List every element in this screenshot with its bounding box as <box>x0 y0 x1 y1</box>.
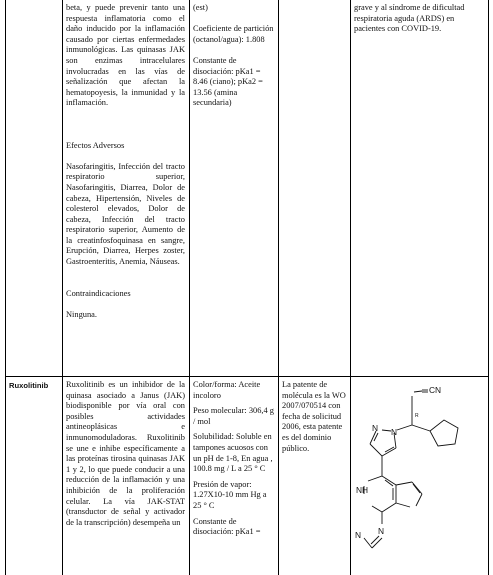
structure-label-n-pyrazole-1: N <box>391 427 398 437</box>
contraindications-text: Ninguna. <box>66 309 97 319</box>
structure-label-n-pyrimidine-2: N <box>355 530 362 540</box>
row1-last-text: grave y al síndrome de dificultad respiratoria aguda (ARDS) en pacientes con COVID-19. <box>354 3 465 34</box>
row-divider <box>5 376 489 377</box>
property-color-form: Color/forma: Aceite incoloro <box>193 380 261 400</box>
structure-label-n-pyrimidine-1: N <box>378 526 385 536</box>
structure-label-stereo: R <box>415 413 419 419</box>
structure-label-nh: NH <box>356 485 369 495</box>
drug-name-cell <box>9 381 61 395</box>
property-partition-coefficient: Coeficiente de partición (octanol/agua): 1.808 <box>193 24 274 44</box>
adverse-effects-title: Efectos Adversos <box>66 140 125 150</box>
patent-text: La patente de molécula es la WO 2007/070514 con fecha de solicitud 2006, esta patente es del dominio público. <box>282 380 346 453</box>
row1-description-cell <box>66 3 185 374</box>
row2-description-text: Ruxolitinib es un inhibidor de la quinasa asociado a Janus (JAK) biodisponible por vía oral con posibles actividades antineoplásicas e inmunomoduladoras. Ruxolitinib se une e inhibe específicamente a las proteínas tirosina quinasas JAK 1 y 2, lo que puede conducir a una reducción de la inflamación y una inhibición de la proliferación celular. La vía JAK-STAT (transductor de señal y activador de la transcripción) desempeña un <box>66 380 185 527</box>
structure-label-cn: CN <box>429 385 442 395</box>
table-border-left <box>5 0 6 575</box>
property-dissociation-constant: Constante de disociación: pKa1 = 8.46 (ciano); pKa2 = 13.56 (amina secundaria) <box>193 55 263 108</box>
row2-properties-cell <box>193 380 275 574</box>
property-vapor-pressure: Presión de vapor: 1.27X10-10 mm Hg a 25 ° C <box>193 479 267 510</box>
row2-patent-cell <box>282 380 348 500</box>
ruxolitinib-structure-image <box>352 378 487 573</box>
column-divider-1 <box>62 0 63 575</box>
row1-properties-cell <box>193 3 275 203</box>
drug-name: Ruxolitinib <box>9 381 49 390</box>
column-divider-3 <box>278 0 279 575</box>
column-divider-4 <box>350 0 351 575</box>
structure-label-n-pyrazole-2: N <box>372 423 379 433</box>
row1-description-text: beta, y puede prevenir tanto una respuesta inflamatoria como el daño inducido por la inflamación causado por ciertas enfermedades inmunológicas. Las quinasas JAK son enzimas intracelulares involucradas en las vías de señalización que afectan la hematopoyesis, la inmunidad y la inflamación. <box>66 3 185 108</box>
adverse-effects-text: Nasofaringitis, Infección del tracto respiratorio superior, Nasofaringitis, Diarrea, Dolor de cabeza, Hipertensión, Niveles de colesterol elevados, Dolor de cabeza, Infección del tracto respiratorio superior, Aumento de la creatinfosfoquinasa en sangre, Erupción, Diarrea, Herpes zoster, Gastroenteritis, Anemia, Náuseas. <box>66 161 185 267</box>
row1-last-cell <box>354 3 484 63</box>
property-est: (est) <box>193 3 208 12</box>
property-solubility: Solubilidad: Soluble en tampones acuosos con un pH de 1-8, En agua , 100.8 mg / L a 25 ° C <box>193 432 273 474</box>
contraindications-title: Contraindicaciones <box>66 288 131 298</box>
column-divider-2 <box>189 0 190 575</box>
property-dissociation-constant-2: Constante de disociación: pKa1 = <box>193 516 261 537</box>
table-border-right <box>488 0 489 575</box>
row2-description-cell <box>66 380 185 574</box>
property-molecular-weight: Peso molecular: 306,4 g / mol <box>193 406 274 426</box>
